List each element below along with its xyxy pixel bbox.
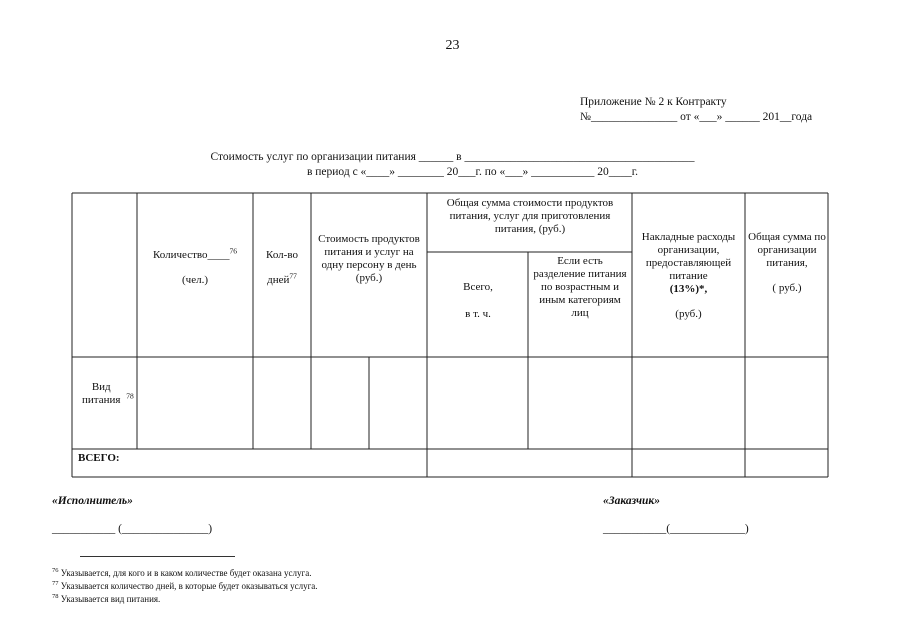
header-total-all [430, 281, 526, 321]
executor-label: «Исполнитель» [52, 495, 133, 507]
footnote-separator [80, 556, 235, 557]
row-meal-type-label: Вид питания [82, 381, 121, 406]
header-quantity [140, 246, 250, 287]
header-overhead-label: Накладные расходы организации, предоставляющей питание [641, 231, 736, 282]
header-cost-per-person: Стоимость продуктов питания и услуг на одну персону в день (руб.) [318, 233, 420, 284]
header-overhead-unit: (руб.) [675, 308, 702, 320]
footnote-77 [52, 578, 318, 592]
appendix-line-2: №_______________ от «___» ______ 201__года [580, 111, 813, 123]
header-quantity-label: Количество____ [152, 249, 230, 261]
header-grand-total [748, 231, 826, 295]
row-meal-type [74, 381, 136, 407]
footnote-text: Указывается вид питания. [58, 594, 161, 604]
footnote-text: Указывается количество дней, в которые будет оказываться услуга. [58, 581, 318, 591]
header-days [255, 249, 309, 287]
total-row-label: ВСЕГО: [78, 452, 120, 464]
header-overhead [634, 231, 743, 321]
header-grand-total-unit: ( руб.) [772, 282, 802, 294]
executor-signature-line: ___________ (_______________) [52, 523, 213, 535]
header-total-cost-group: Общая сумма стоимости продуктов питания, услуг для приготовления питания, (руб.) [446, 197, 614, 235]
footnote-num: 76 [52, 567, 59, 574]
customer-signature-line: ___________(_____________) [603, 523, 749, 535]
header-split-by-age: Если есть разделение питания по возрастным и иным категориям лиц [533, 255, 627, 319]
header-days-label-a: Кол-во [266, 249, 298, 261]
cost-title-line-1: Стоимость услуг по организации питания ______ в ________________________________________ [210, 151, 695, 163]
footnote-ref-76: 76 [229, 246, 238, 256]
header-days-label-b: дней [267, 274, 290, 286]
header-grand-total-label: Общая сумма по организации питания, [748, 231, 826, 269]
appendix-header [580, 95, 812, 125]
footnote-ref-77: 77 [289, 271, 297, 281]
header-total-all-label: Всего, [463, 281, 493, 293]
header-overhead-pct: (13%)*, [669, 283, 708, 295]
cost-title-line-2: в период с «____» ________ 20___г. по «___» ___________ 20____г. [306, 166, 639, 178]
footnote-num: 78 [52, 593, 59, 600]
footnote-ref-78: 78 [126, 391, 134, 401]
header-quantity-unit: (чел.) [182, 274, 208, 286]
footnote-76 [52, 565, 311, 579]
footnote-num: 77 [52, 580, 59, 587]
footnote-text: Указывается, для кого и в каком количестве будет оказана услуга. [58, 568, 312, 578]
header-total-incl: в т. ч. [465, 308, 491, 320]
page-number: 23 [445, 38, 460, 53]
cost-title [0, 150, 905, 180]
footnote-78 [52, 591, 160, 605]
customer-label: «Заказчик» [603, 495, 660, 507]
appendix-line-1: Приложение № 2 к Контракту [580, 96, 727, 108]
